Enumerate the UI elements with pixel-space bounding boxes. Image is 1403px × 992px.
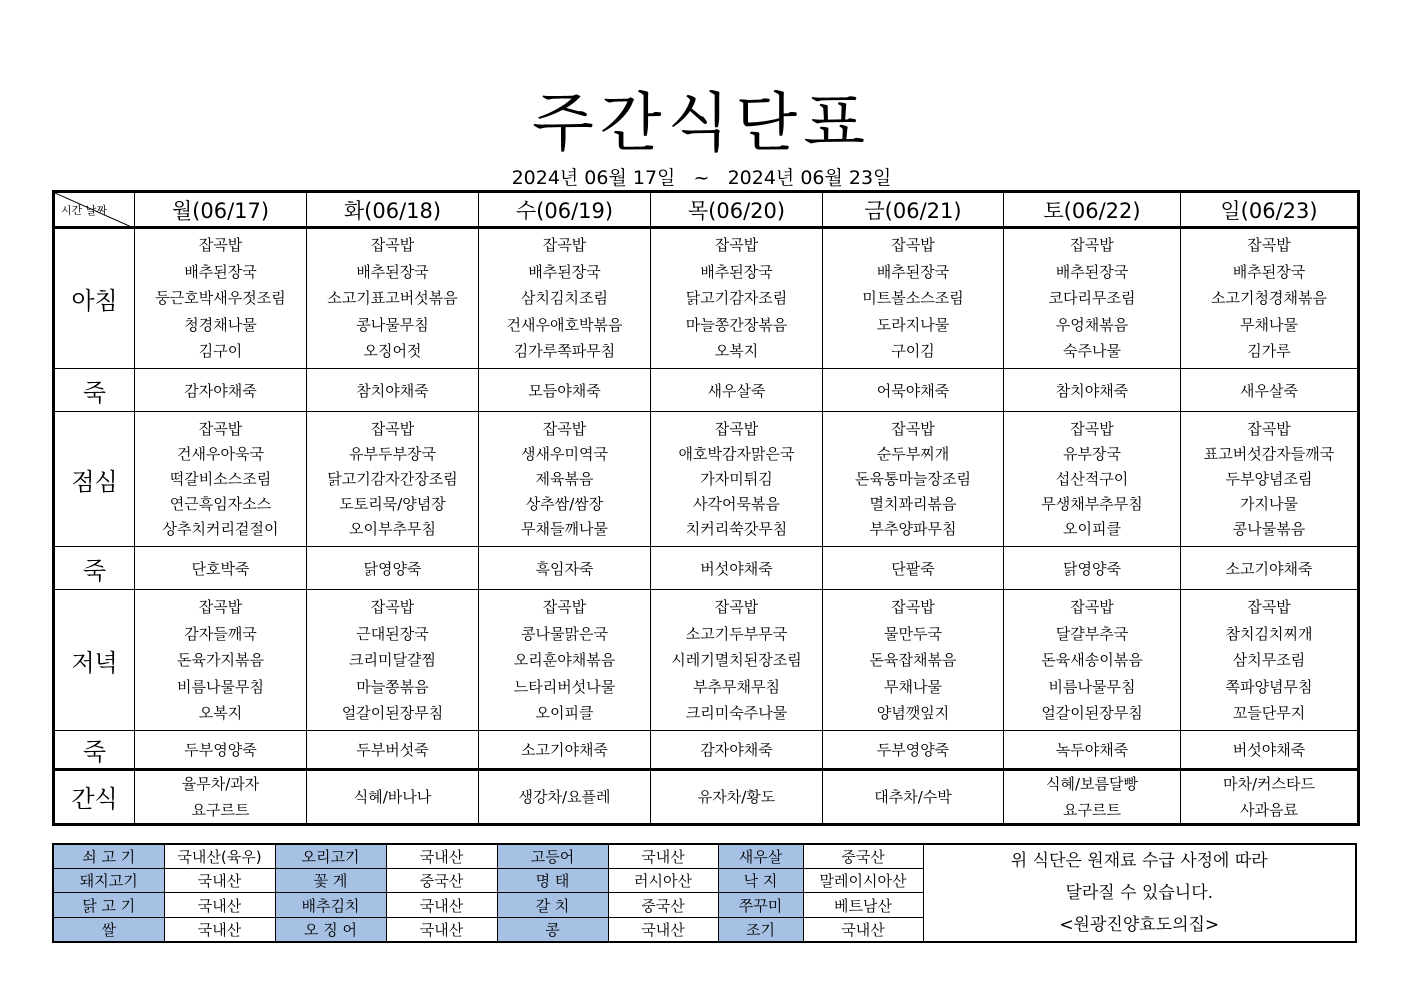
snack-cell [823,769,1004,824]
menu-item: 코다리무조림 [1048,289,1136,308]
date-range: 2024년 06월 17일 ~ 2024년 06월 23일 [511,167,892,189]
menu-item: 배추된장국 [528,262,601,281]
menu-item: 두부양념조림 [1225,469,1313,488]
menu-item: 무채나물 [1240,315,1298,334]
menu-item: 구이김 [891,342,935,361]
origin-item-label: 닭 고 기 [53,893,164,917]
origin-value: 국내산 [386,917,497,942]
origin-row [53,844,1356,869]
menu-item: 잡곡밥 [1247,598,1291,617]
menu-item: 잡곡밥 [714,598,759,617]
menu-item: 마늘쫑볶음 [356,677,429,696]
snack-cell [1004,769,1181,824]
menu-item: 잡곡밥 [1070,598,1114,617]
dinner-row [54,590,1359,731]
menu-item: 크리미달걀찜 [349,651,436,670]
jook-cell: 버섯야채죽 [1181,731,1359,769]
menu-item: 숙주나물 [1063,342,1121,361]
origin-info-table [52,843,1357,943]
menu-item: 유부장국 [1063,444,1121,463]
menu-item: 돈육가지볶음 [177,651,264,670]
menu-item: 참치김치찌개 [1225,624,1313,643]
day-header: 목(06/20) [651,192,823,228]
menu-item: 마늘쫑간장볶음 [685,315,788,334]
origin-item-label: 조기 [718,917,803,942]
menu-item: 청경채나물 [184,315,257,334]
menu-item: 순두부찌개 [876,444,950,463]
menu-item: 콩나물무침 [356,315,429,334]
menu-item: 애호박감자맑은국 [678,444,795,463]
menu-item: 김가루쪽파무침 [513,342,616,361]
menu-item: 부추무채무침 [693,677,780,696]
menu-item: 잡곡밥 [1247,236,1291,255]
origin-value: 말레이시아산 [803,869,923,893]
jook-cell: 소고기야채죽 [1181,547,1359,590]
menu-item: 돈육잡채볶음 [869,651,957,670]
menu-item: 식혜/보름달빵 [1046,774,1138,793]
menu-item: 대추차/수박 [874,787,952,806]
origin-value: 중국산 [608,893,718,917]
origin-value: 국내산 [164,869,275,893]
lunch-cell [1181,412,1359,547]
menu-item: 잡곡밥 [1070,419,1114,438]
weekly-menu-table [52,190,1360,826]
meal-label-dinner: 저녁 [54,590,135,731]
menu-item: 오복지 [198,704,243,723]
jook-cell: 감자야채죽 [135,369,307,412]
meal-label-jook: 죽 [54,547,135,590]
meal-label-lunch: 점심 [54,412,135,547]
jook-cell: 단팥죽 [823,547,1004,590]
menu-item: 건새우아욱국 [177,444,264,463]
menu-item: 얼갈이된장무침 [341,704,444,723]
menu-item: 도토리묵/양념장 [339,494,446,513]
menu-item: 잡곡밥 [370,419,415,438]
breakfast-cell [307,228,479,369]
origin-value: 국내산 [386,893,497,917]
menu-item: 건새우애호박볶음 [506,315,623,334]
menu-item: 잡곡밥 [1070,236,1114,255]
origin-value: 국내산 [608,917,718,942]
menu-item: 멸치꽈리볶음 [869,494,957,513]
snack-cell [307,769,479,824]
menu-item: 소고기청경채볶음 [1211,289,1327,308]
menu-item: 잡곡밥 [891,236,935,255]
dinner-cell [479,590,651,731]
origin-item-label: 쇠 고 기 [53,844,164,869]
menu-item: 양념깻잎지 [876,704,950,723]
menu-item: 잡곡밥 [1247,419,1291,438]
origin-value: 중국산 [803,844,923,869]
breakfast-row [54,228,1359,369]
menu-item: 율무차/과자 [181,774,260,793]
menu-item: 크리미숙주나물 [685,704,788,723]
breakfast-cell [1181,228,1359,369]
menu-item: 배추된장국 [1055,262,1129,281]
menu-item: 돈육새송이볶음 [1041,651,1143,670]
origin-item-label: 고등어 [497,844,608,869]
jook-cell: 모듬야채죽 [479,369,651,412]
notice-signature: <원광진양효도의집> [1059,915,1220,935]
menu-item: 잡곡밥 [714,236,759,255]
menu-item: 쪽파양념무침 [1225,677,1313,696]
origin-item-label: 명 태 [497,869,608,893]
jook-cell: 두부영양죽 [135,731,307,769]
menu-item: 잡곡밥 [891,419,935,438]
jook-cell: 버섯야채죽 [651,547,823,590]
menu-item: 도라지나물 [876,315,950,334]
menu-item: 잡곡밥 [370,236,415,255]
jook-cell: 새우살죽 [651,369,823,412]
menu-item: 콩나물맑은국 [521,624,608,643]
origin-item-label: 갈 치 [497,893,608,917]
jook-cell: 닭영양죽 [307,547,479,590]
jook-cell: 단호박죽 [135,547,307,590]
menu-item: 치커리쑥갓무침 [685,519,788,538]
menu-item: 감자들깨국 [184,624,257,643]
menu-item: 무채들깨나물 [521,519,608,538]
day-header: 일(06/23) [1181,192,1359,228]
origin-item-label: 오 징 어 [275,917,386,942]
meal-label-snack: 간식 [54,769,135,824]
menu-item: 배추된장국 [700,262,773,281]
dinner-cell [651,590,823,731]
menu-item: 삼치김치조림 [521,289,608,308]
menu-item: 오복지 [714,342,759,361]
menu-item: 돈육통마늘장조림 [855,469,971,488]
menu-item: 잡곡밥 [370,598,415,617]
menu-item: 얼갈이된장무침 [1041,704,1143,723]
menu-item: 오이피클 [1063,519,1121,538]
menu-item: 생강차/요플레 [518,787,611,806]
origin-item-label: 쌀 [53,917,164,942]
menu-item: 유자차/황도 [697,787,776,806]
menu-item: 오이피클 [535,704,594,723]
snack-cell [651,769,823,824]
origin-value: 국내산 [608,844,718,869]
snack-row [54,769,1359,824]
origin-value: 중국산 [386,869,497,893]
origin-item-label: 콩 [497,917,608,942]
corner-date-label: 날짜 [85,204,108,217]
menu-item: 닭고기감자조림 [685,289,788,308]
menu-item: 삼치무조림 [1232,651,1306,670]
jook-cell: 두부영양죽 [823,731,1004,769]
jook-cell: 두부버섯죽 [307,731,479,769]
menu-item: 상추치커리겉절이 [162,519,279,538]
notice-line: 달라질 수 있습니다. [1065,883,1214,903]
jook-cell: 참치야채죽 [1004,369,1181,412]
origin-value: 러시아산 [608,869,718,893]
menu-item: 물만두국 [884,624,942,643]
menu-item: 사과음료 [1240,800,1298,819]
menu-item: 배추된장국 [184,262,257,281]
menu-item: 가지나물 [1240,494,1298,513]
day-header: 수(06/19) [479,192,651,228]
menu-item: 생새우미역국 [521,444,608,463]
menu-item: 연근흑임자소스 [169,494,272,513]
corner-time-label: 시간 [61,204,83,217]
origin-item-label: 돼지고기 [53,869,164,893]
menu-item: 무생채부추무침 [1041,494,1143,513]
lunch-cell [479,412,651,547]
menu-item: 오이부추무침 [349,519,436,538]
notice-line: 위 식단은 원재료 수급 사정에 따라 [1010,851,1268,871]
origin-item-label: 낙 지 [718,869,803,893]
menu-item: 콩나물볶음 [1232,519,1306,538]
breakfast-cell [823,228,1004,369]
lunch-cell [135,412,307,547]
day-header-row [54,192,1359,228]
lunch-cell [823,412,1004,547]
origin-value: 국내산 [803,917,923,942]
breakfast-jook-row [54,369,1359,412]
menu-item: 오리훈야채볶음 [513,651,616,670]
menu-item: 둥근호박새우젓조림 [155,289,286,308]
menu-item: 잡곡밥 [198,236,243,255]
origin-item-label: 쭈꾸미 [718,893,803,917]
menu-item: 잡곡밥 [198,419,243,438]
day-header: 금(06/21) [823,192,1004,228]
snack-cell [135,769,307,824]
breakfast-cell [135,228,307,369]
jook-cell: 흑임자죽 [479,547,651,590]
lunch-cell [1004,412,1181,547]
meal-label-jook: 죽 [54,731,135,769]
dinner-cell [823,590,1004,731]
menu-item: 표고버섯감자들깨국 [1203,444,1335,463]
jook-cell: 소고기야채죽 [479,731,651,769]
breakfast-cell [1004,228,1181,369]
origin-item-label: 새우살 [718,844,803,869]
menu-item: 잡곡밥 [714,419,759,438]
menu-item: 미트볼소스조림 [862,289,964,308]
jook-cell: 새우살죽 [1181,369,1359,412]
menu-item: 잡곡밥 [542,236,587,255]
menu-item: 부추양파무침 [869,519,957,538]
lunch-cell [651,412,823,547]
menu-item: 섭산적구이 [1055,469,1129,488]
menu-item: 근대된장국 [356,624,429,643]
origin-value: 국내산 [164,893,275,917]
menu-item: 잡곡밥 [891,598,935,617]
dinner-cell [1004,590,1181,731]
menu-item: 잡곡밥 [542,598,587,617]
menu-item: 요구르트 [1063,800,1121,819]
menu-item: 마차/커스타드 [1223,774,1315,793]
menu-item: 오징어젓 [363,342,422,361]
day-header: 화(06/18) [307,192,479,228]
jook-cell: 참치야채죽 [307,369,479,412]
menu-item: 닭고기감자간장조림 [327,469,458,488]
menu-item: 비름나물무침 [177,677,264,696]
menu-item: 소고기표고버섯볶음 [327,289,458,308]
day-header: 토(06/22) [1004,192,1181,228]
meal-label-breakfast: 아침 [54,228,135,369]
dinner-cell [135,590,307,731]
dinner-cell [1181,590,1359,731]
menu-item: 가자미튀김 [700,469,773,488]
snack-cell [1181,769,1359,824]
origin-item-label: 꽃 게 [275,869,386,893]
jook-cell: 닭영양죽 [1004,547,1181,590]
menu-item: 시레기멸치된장조림 [671,651,802,670]
day-header: 월(06/17) [135,192,307,228]
snack-cell [479,769,651,824]
origin-item-label: 배추김치 [275,893,386,917]
menu-item: 요구르트 [191,800,250,819]
dinner-jook-row [54,731,1359,769]
origin-value: 국내산 [164,917,275,942]
meal-label-jook: 죽 [54,369,135,412]
menu-item: 배추된장국 [356,262,429,281]
menu-item: 상추쌈/쌈장 [525,494,604,513]
menu-item: 무채나물 [884,677,942,696]
menu-item: 잡곡밥 [542,419,587,438]
menu-item: 배추된장국 [876,262,950,281]
dinner-cell [307,590,479,731]
page-title: 주간식단표 [531,87,872,161]
lunch-row [54,412,1359,547]
breakfast-cell [479,228,651,369]
menu-item: 잡곡밥 [198,598,243,617]
menu-item: 김가루 [1247,342,1291,361]
menu-item: 배추된장국 [1232,262,1306,281]
menu-item: 사각어묵볶음 [693,494,780,513]
origin-value: 국내산 [386,844,497,869]
time-date-corner-cell [54,192,135,228]
menu-item: 우엉채볶음 [1055,315,1129,334]
origin-item-label: 오리고기 [275,844,386,869]
notice-box [923,844,1356,942]
menu-item: 비름나물무침 [1048,677,1136,696]
origin-value: 국내산(육우) [164,844,275,869]
lunch-cell [307,412,479,547]
menu-item: 제육볶음 [535,469,594,488]
jook-cell: 어묵야채죽 [823,369,1004,412]
origin-value: 베트남산 [803,893,923,917]
menu-item: 꼬들단무지 [1232,704,1306,723]
jook-cell: 감자야채죽 [651,731,823,769]
menu-item: 달걀부추국 [1055,624,1129,643]
breakfast-cell [651,228,823,369]
menu-item: 느타리버섯나물 [513,677,616,696]
jook-cell: 녹두야채죽 [1004,731,1181,769]
menu-item: 떡갈비소스조림 [169,469,272,488]
menu-item: 식혜/바나나 [353,787,432,806]
menu-item: 소고기두부무국 [685,624,788,643]
menu-item: 김구이 [198,342,243,361]
menu-item: 유부두부장국 [349,444,436,463]
lunch-jook-row [54,547,1359,590]
